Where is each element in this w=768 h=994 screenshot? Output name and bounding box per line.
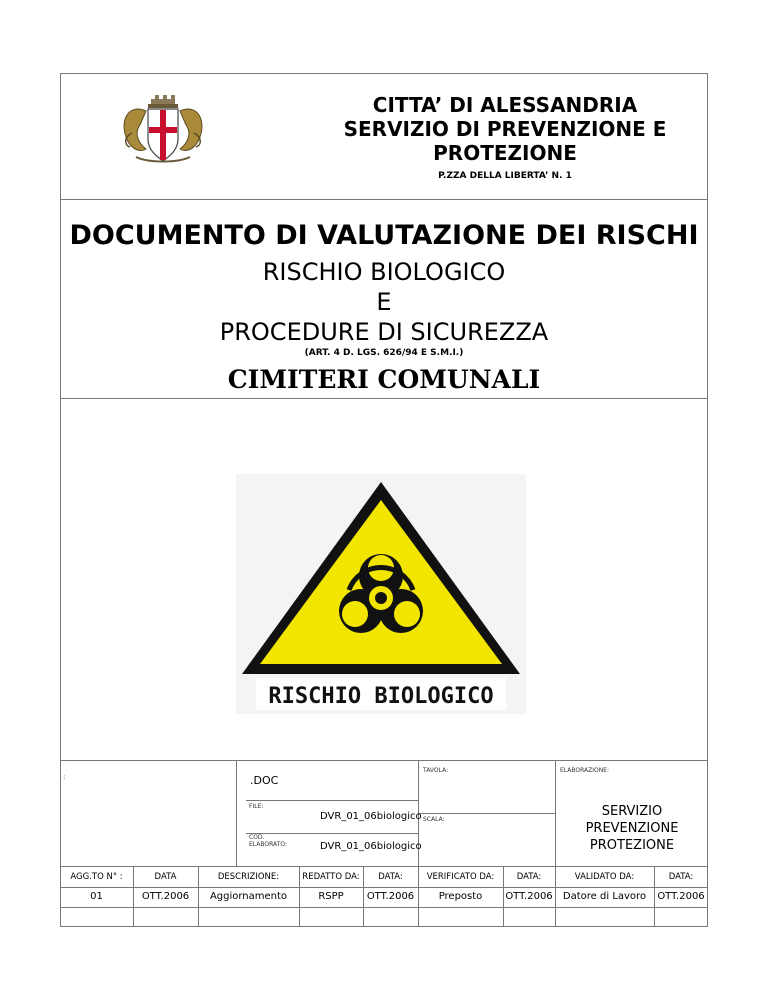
city-emblem-icon: [118, 93, 208, 167]
cod-label-1: COD.: [249, 834, 265, 841]
elaborazione-label: ELABORAZIONE:: [560, 767, 610, 774]
table-header-cell: AGG.TO N° :: [70, 872, 123, 882]
scala-label: SCALA:: [423, 816, 445, 823]
table-header-cell: DATA:: [516, 872, 542, 882]
table-cell: 01: [90, 891, 103, 902]
elaborazione-line-2: PREVENZIONE: [585, 821, 679, 836]
elaborazione-line-3: PROTEZIONE: [589, 838, 675, 853]
table-cell: OTT.2006: [141, 891, 190, 902]
subtitle-line-1: RISCHIO BIOLOGICO: [262, 258, 506, 286]
table-cell: RSPP: [318, 891, 344, 902]
divider-image: [60, 760, 708, 761]
table-header-cell: VALIDATO DA:: [574, 872, 635, 882]
legal-reference: (ART. 4 D. LGS. 626/94 E S.M.I.): [304, 348, 464, 358]
cod-label-2: ELABORATO:: [249, 841, 287, 848]
table-cell: Datore di Lavoro: [562, 891, 647, 902]
org-line-1: CITTA’ DI ALESSANDRIA: [372, 93, 638, 117]
divider-h-cod: [246, 833, 418, 834]
file-value: DVR_01_06biologico: [320, 811, 422, 822]
subtitle-line-3: PROCEDURE DI SICUREZZA: [219, 318, 549, 346]
biohazard-icon: [236, 474, 526, 714]
org-line-3: PROTEZIONE: [433, 141, 577, 165]
cod-value: DVR_01_06biologico: [320, 841, 422, 852]
org-line-2: SERVIZIO DI PREVENZIONE E: [343, 117, 667, 141]
subtitle-line-2: E: [376, 288, 392, 316]
site-name: CIMITERI COMUNALI: [227, 365, 541, 394]
divider-h-file: [246, 800, 418, 801]
divider-header: [60, 199, 708, 200]
document-title: DOCUMENTO DI VALUTAZIONE DEI RISCHI: [69, 220, 699, 251]
biohazard-sign: [236, 474, 526, 714]
sign-caption: RISCHIO BIOLOGICO: [268, 684, 494, 709]
tavola-label: TAVOLA:: [423, 767, 449, 774]
table-cell: Preposto: [438, 891, 483, 902]
table-top-border: [60, 866, 708, 867]
elaborazione-value: [556, 803, 708, 854]
divider-v-info-1: [236, 760, 237, 866]
table-header-cell: VERIFICATO DA:: [426, 872, 495, 882]
table-row-border: [60, 907, 708, 908]
divider-h-scala: [418, 813, 555, 814]
table-header-cell: DESCRIZIONE:: [217, 872, 280, 882]
info-mark: :: [63, 773, 66, 781]
organization-address: P.ZZA DELLA LIBERTA’ N. 1: [438, 171, 572, 181]
divider-title: [60, 398, 708, 399]
table-header-cell: REDATTO DA:: [302, 872, 360, 882]
table-header-cell: DATA:: [378, 872, 403, 882]
organization-name: [300, 93, 710, 165]
doc-extension: .DOC: [250, 774, 279, 787]
elaborazione-line-1: SERVIZIO: [601, 804, 663, 819]
table-header-cell: DATA: [154, 872, 177, 882]
table-header-cell: DATA:: [668, 872, 694, 882]
table-cell: OTT.2006: [366, 891, 415, 902]
table-cell: OTT.2006: [505, 891, 553, 902]
table-cell: Aggiornamento: [209, 891, 288, 902]
table-header-border: [60, 887, 708, 888]
table-cell: OTT.2006: [657, 891, 705, 902]
file-label: FILE:: [249, 803, 264, 810]
